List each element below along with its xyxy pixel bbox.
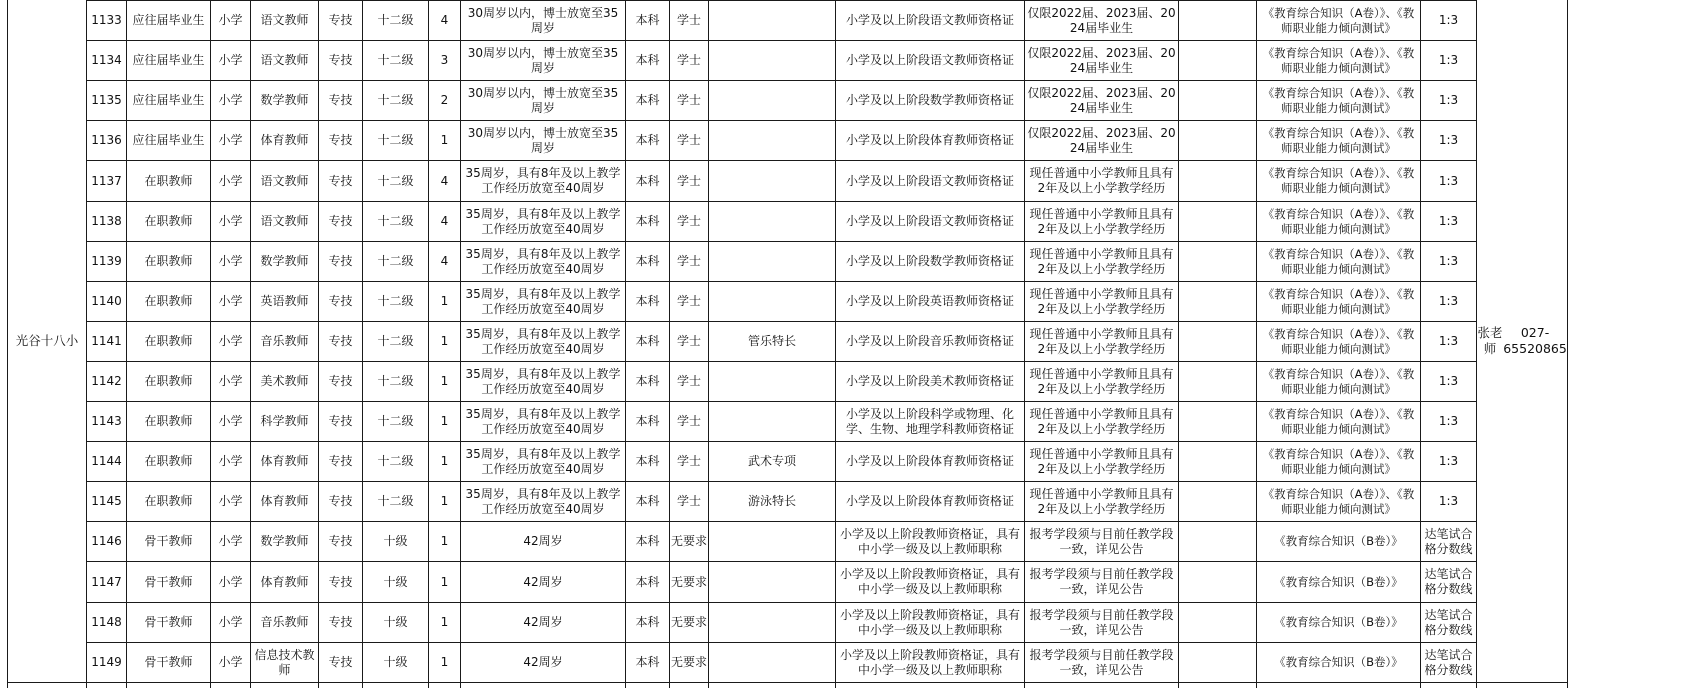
exam-subject-cell: 《教育综合知识（A卷）》、《教师职业能力倾向测试》 (1262, 446, 1415, 476)
specialty-cell: 游泳特长 (747, 494, 796, 508)
job-code-cell: 1144 (91, 454, 122, 468)
hire-count-cell: 4 (440, 214, 449, 228)
interview-ratio-cell: 1:3 (1438, 173, 1459, 188)
job-grade-cell: 十级 (383, 574, 408, 589)
job-grade-cell: 十二级 (377, 494, 414, 508)
job-type-cell: 专技 (328, 214, 353, 228)
category-cell: 应往届毕业生 (132, 93, 205, 107)
other-requirement-cell: 现任普通中小学教师且具有2年及以上小学教学经历 (1029, 286, 1174, 316)
position-cell: 语文教师 (260, 173, 309, 188)
school-level-cell: 小学 (218, 494, 243, 508)
job-grade-cell: 十二级 (377, 414, 414, 428)
category-cell: 骨干教师 (144, 574, 193, 589)
specialty-cell (710, 161, 834, 201)
position-cell: 英语教师 (260, 294, 309, 308)
education-cell: 本科 (635, 574, 660, 589)
grid-line-vertical (126, 0, 127, 688)
interview-ratio-cell: 达笔试合格分数线 (1424, 607, 1473, 637)
education-cell: 本科 (635, 133, 660, 147)
job-code-cell: 1133 (91, 13, 122, 27)
hire-count-cell: 4 (440, 173, 449, 188)
exam-subject-cell: 《教育综合知识（A卷）》、《教师职业能力倾向测试》 (1262, 246, 1415, 276)
position-cell: 语文教师 (260, 214, 309, 228)
age-requirement-cell: 35周岁，具有8年及以上教学工作经历放宽至40周岁 (465, 446, 621, 476)
other-requirement-cell: 现任普通中小学教师且具有2年及以上小学教学经历 (1029, 246, 1174, 276)
grid-line-vertical (1567, 0, 1568, 688)
education-cell: 本科 (635, 334, 660, 348)
certificate-cell: 小学及以上阶段语文教师资格证 (845, 13, 1014, 27)
grid-line-vertical (250, 0, 251, 688)
job-code-cell: 1146 (91, 534, 122, 548)
position-cell: 数学教师 (260, 93, 309, 107)
hire-count-cell: 1 (440, 454, 449, 468)
education-cell: 本科 (635, 294, 660, 308)
certificate-cell: 小学及以上阶段数学教师资格证 (845, 93, 1014, 107)
job-grade-cell: 十二级 (377, 133, 414, 147)
interview-ratio-cell: 达笔试合格分数线 (1424, 567, 1473, 596)
category-cell: 在职教师 (144, 454, 193, 468)
job-grade-cell: 十二级 (377, 173, 414, 188)
degree-cell: 学士 (676, 454, 701, 468)
category-cell: 应往届毕业生 (132, 133, 205, 147)
age-requirement-cell: 35周岁，具有8年及以上教学工作经历放宽至40周岁 (465, 326, 621, 356)
other-requirement-cell: 现任普通中小学教师且具有2年及以上小学教学经历 (1029, 366, 1174, 396)
specialty-cell (710, 362, 834, 401)
job-type-cell: 专技 (328, 93, 353, 107)
education-cell: 本科 (635, 93, 660, 107)
education-cell: 本科 (635, 214, 660, 228)
other-requirement-cell: 仅限2022届、2023届、2024届毕业生 (1027, 5, 1176, 35)
certificate-cell: 小学及以上阶段语文教师资格证 (845, 214, 1014, 228)
job-grade-cell: 十二级 (377, 454, 414, 468)
age-requirement-cell: 35周岁，具有8年及以上教学工作经历放宽至40周岁 (465, 206, 621, 236)
age-requirement-cell: 30周岁以内，博士放宽至35周岁 (467, 45, 619, 75)
job-grade-cell: 十二级 (377, 374, 414, 388)
hire-count-cell: 1 (440, 414, 449, 428)
position-cell: 数学教师 (260, 254, 309, 268)
exam-subject-cell: 《教育综合知识（A卷）》、《教师职业能力倾向测试》 (1262, 406, 1415, 436)
job-code-cell: 1143 (91, 414, 122, 428)
interview-ratio-cell: 1:3 (1438, 93, 1459, 107)
position-cell: 音乐教师 (260, 334, 309, 348)
job-grade-cell: 十二级 (377, 13, 414, 27)
exam-subject-cell: 《教育综合知识（A卷）》、《教师职业能力倾向测试》 (1262, 366, 1415, 396)
degree-cell: 学士 (676, 254, 701, 268)
degree-cell: 无要求 (671, 574, 707, 589)
exam-subject-cell: 《教育综合知识（B卷）》 (1274, 534, 1403, 548)
education-cell: 本科 (635, 655, 660, 669)
job-type-cell: 专技 (328, 13, 353, 27)
other-requirement-cell: 仅限2022届、2023届、2024届毕业生 (1027, 85, 1176, 115)
other-requirement-cell: 现任普通中小学教师且具有2年及以上小学教学经历 (1029, 206, 1174, 236)
interview-ratio-cell: 1:3 (1438, 374, 1459, 388)
other-requirement-cell: 报考学段须与目前任教学段一致，详见公告 (1029, 526, 1174, 556)
interview-ratio-cell: 1:3 (1438, 133, 1459, 147)
degree-cell: 学士 (676, 133, 701, 147)
hire-count-cell: 1 (440, 294, 449, 308)
grid-line-vertical (1178, 0, 1179, 688)
interview-ratio-cell: 1:3 (1438, 414, 1459, 428)
certificate-cell: 小学及以上阶段科学或物理、化学、生物、地理学科教师资格证 (845, 406, 1014, 436)
hire-count-cell: 4 (440, 13, 449, 27)
hire-count-cell: 1 (440, 494, 449, 508)
job-grade-cell: 十级 (383, 534, 408, 548)
certificate-cell: 小学及以上阶段语文教师资格证 (845, 53, 1014, 67)
job-type-cell: 专技 (328, 173, 353, 188)
grid-line-vertical (362, 0, 363, 688)
interview-ratio-cell: 1:3 (1438, 494, 1459, 508)
school-level-cell: 小学 (218, 414, 243, 428)
job-code-cell: 1141 (91, 334, 122, 348)
position-cell: 体育教师 (260, 454, 309, 468)
job-code-cell: 1149 (91, 655, 122, 669)
age-requirement-cell: 30周岁以内，博士放宽至35周岁 (467, 85, 619, 115)
hire-count-cell: 1 (440, 334, 449, 348)
certificate-cell: 小学及以上阶段体育教师资格证 (845, 454, 1014, 468)
job-code-cell: 1139 (91, 254, 122, 268)
specialty-cell (710, 41, 834, 80)
hire-count-cell: 4 (440, 254, 449, 268)
other-requirement-cell: 现任普通中小学教师且具有2年及以上小学教学经历 (1029, 486, 1174, 516)
position-cell: 美术教师 (260, 374, 309, 388)
category-cell: 在职教师 (144, 214, 193, 228)
hire-count-cell: 3 (440, 53, 449, 67)
job-grade-cell: 十二级 (377, 53, 414, 67)
age-requirement-cell: 35周岁，具有8年及以上教学工作经历放宽至40周岁 (465, 406, 621, 436)
degree-cell: 学士 (676, 374, 701, 388)
position-cell: 信息技术教师 (254, 647, 315, 677)
other-requirement-cell: 现任普通中小学教师且具有2年及以上小学教学经历 (1029, 406, 1174, 436)
job-code-cell: 1138 (91, 214, 122, 228)
job-type-cell: 专技 (328, 454, 353, 468)
exam-subject-cell: 《教育综合知识（A卷）》、《教师职业能力倾向测试》 (1262, 85, 1415, 115)
other-requirement-cell: 现任普通中小学教师且具有2年及以上小学教学经历 (1029, 446, 1174, 476)
degree-cell: 学士 (676, 93, 701, 107)
contact-phone: 027-65520865 (1503, 325, 1567, 356)
job-grade-cell: 十二级 (377, 334, 414, 348)
job-type-cell: 专技 (328, 294, 353, 308)
grid-line-vertical (86, 0, 87, 688)
school-level-cell: 小学 (218, 655, 243, 669)
degree-cell: 无要求 (671, 534, 707, 548)
age-requirement-cell: 35周岁，具有8年及以上教学工作经历放宽至40周岁 (465, 366, 621, 396)
exam-subject-cell: 《教育综合知识（A卷）》、《教师职业能力倾向测试》 (1262, 125, 1415, 155)
job-type-cell: 专技 (328, 414, 353, 428)
job-code-cell: 1145 (91, 494, 122, 508)
position-cell: 数学教师 (260, 534, 309, 548)
certificate-cell: 小学及以上阶段英语教师资格证 (845, 294, 1014, 308)
specialty-cell (710, 562, 834, 602)
category-cell: 在职教师 (144, 414, 193, 428)
grid-line-vertical (708, 0, 709, 688)
interview-ratio-cell: 1:3 (1438, 294, 1459, 308)
category-cell: 在职教师 (144, 254, 193, 268)
grid-line-vertical (669, 0, 670, 688)
interview-ratio-cell: 达笔试合格分数线 (1424, 647, 1473, 677)
specialty-cell: 管乐特长 (747, 334, 796, 348)
position-cell: 体育教师 (260, 494, 309, 508)
hire-count-cell: 1 (440, 655, 449, 669)
category-cell: 应往届毕业生 (132, 13, 205, 27)
school-name-cell (8, 0, 86, 682)
contact-cell (1477, 0, 1567, 682)
age-requirement-cell: 30周岁以内，博士放宽至35周岁 (467, 125, 619, 155)
certificate-cell: 小学及以上阶段语文教师资格证 (845, 173, 1014, 188)
school-level-cell: 小学 (218, 574, 243, 589)
grid-line-vertical (460, 0, 461, 688)
degree-cell: 无要求 (671, 615, 707, 629)
category-cell: 应往届毕业生 (132, 53, 205, 67)
degree-cell: 学士 (676, 13, 701, 27)
exam-subject-cell: 《教育综合知识（A卷）》、《教师职业能力倾向测试》 (1262, 166, 1415, 195)
exam-subject-cell: 《教育综合知识（A卷）》、《教师职业能力倾向测试》 (1262, 486, 1415, 516)
position-cell: 体育教师 (260, 574, 309, 589)
hire-count-cell: 1 (440, 534, 449, 548)
certificate-cell: 小学及以上阶段体育教师资格证 (845, 494, 1014, 508)
age-requirement-cell: 35周岁，具有8年及以上教学工作经历放宽至40周岁 (465, 486, 621, 516)
exam-subject-cell: 《教育综合知识（B卷）》 (1274, 615, 1403, 629)
job-type-cell: 专技 (328, 53, 353, 67)
interview-ratio-cell: 1:3 (1438, 334, 1459, 348)
category-cell: 骨干教师 (144, 534, 193, 548)
job-grade-cell: 十级 (383, 615, 408, 629)
job-type-cell: 专技 (328, 534, 353, 548)
exam-subject-cell: 《教育综合知识（A卷）》、《教师职业能力倾向测试》 (1262, 45, 1415, 75)
school-level-cell: 小学 (218, 374, 243, 388)
degree-cell: 无要求 (671, 655, 707, 669)
category-cell: 在职教师 (144, 294, 193, 308)
specialty-cell (710, 1, 834, 40)
age-requirement-cell: 35周岁，具有8年及以上教学工作经历放宽至40周岁 (465, 166, 621, 195)
certificate-cell: 小学及以上阶段音乐教师资格证 (845, 334, 1014, 348)
grid-line-vertical (835, 0, 836, 688)
age-requirement-cell: 42周岁 (523, 534, 563, 548)
school-level-cell: 小学 (218, 534, 243, 548)
category-cell: 在职教师 (144, 334, 193, 348)
education-cell: 本科 (635, 53, 660, 67)
exam-subject-cell: 《教育综合知识（A卷）》、《教师职业能力倾向测试》 (1262, 5, 1415, 35)
certificate-cell: 小学及以上阶段教师资格证，具有中小学一级及以上教师职称 (839, 567, 1020, 596)
job-code-cell: 1136 (91, 133, 122, 147)
grid-line-vertical (428, 0, 429, 688)
education-cell: 本科 (635, 173, 660, 188)
position-cell: 体育教师 (260, 133, 309, 147)
specialty-cell (710, 202, 834, 241)
school-level-cell: 小学 (218, 13, 243, 27)
job-type-cell: 专技 (328, 374, 353, 388)
job-code-cell: 1142 (91, 374, 122, 388)
category-cell: 在职教师 (144, 494, 193, 508)
position-cell: 语文教师 (260, 53, 309, 67)
age-requirement-cell: 42周岁 (523, 615, 563, 629)
certificate-cell: 小学及以上阶段教师资格证，具有中小学一级及以上教师职称 (839, 526, 1020, 556)
education-cell: 本科 (635, 414, 660, 428)
grid-line-vertical (1420, 0, 1421, 688)
interview-ratio-cell: 1:3 (1438, 53, 1459, 67)
age-requirement-cell: 42周岁 (523, 574, 563, 589)
school-level-cell: 小学 (218, 454, 243, 468)
exam-subject-cell: 《教育综合知识（A卷）》、《教师职业能力倾向测试》 (1262, 326, 1415, 356)
job-type-cell: 专技 (328, 574, 353, 589)
certificate-cell: 小学及以上阶段美术教师资格证 (845, 374, 1014, 388)
other-requirement-cell: 报考学段须与目前任教学段一致，详见公告 (1029, 607, 1174, 637)
school-level-cell: 小学 (218, 53, 243, 67)
interview-ratio-cell: 1:3 (1438, 454, 1459, 468)
specialty-cell (710, 81, 834, 120)
grid-line-vertical (318, 0, 319, 688)
school-level-cell: 小学 (218, 214, 243, 228)
position-cell: 音乐教师 (260, 615, 309, 629)
certificate-cell: 小学及以上阶段体育教师资格证 (845, 133, 1014, 147)
job-grade-cell: 十二级 (377, 254, 414, 268)
other-requirement-cell: 现任普通中小学教师且具有2年及以上小学教学经历 (1029, 166, 1174, 195)
specialty-cell (710, 402, 834, 441)
hire-count-cell: 1 (440, 133, 449, 147)
interview-ratio-cell: 1:3 (1438, 214, 1459, 228)
specialty-cell (710, 522, 834, 561)
job-code-cell: 1134 (91, 53, 122, 67)
school-level-cell: 小学 (218, 254, 243, 268)
education-cell: 本科 (635, 374, 660, 388)
exam-subject-cell: 《教育综合知识（A卷）》、《教师职业能力倾向测试》 (1262, 206, 1415, 236)
exam-subject-cell: 《教育综合知识（A卷）》、《教师职业能力倾向测试》 (1262, 286, 1415, 316)
job-type-cell: 专技 (328, 334, 353, 348)
job-code-cell: 1140 (91, 294, 122, 308)
school-level-cell: 小学 (218, 294, 243, 308)
grid-line-vertical (1024, 0, 1025, 688)
specialty-cell (710, 643, 834, 682)
education-cell: 本科 (635, 254, 660, 268)
school-level-cell: 小学 (218, 93, 243, 107)
other-requirement-cell: 报考学段须与目前任教学段一致，详见公告 (1029, 567, 1174, 596)
specialty-cell: 武术专项 (747, 454, 796, 468)
specialty-cell (710, 603, 834, 642)
hire-count-cell: 2 (440, 93, 449, 107)
certificate-cell: 小学及以上阶段教师资格证，具有中小学一级及以上教师职称 (839, 647, 1020, 677)
category-cell: 骨干教师 (144, 655, 193, 669)
certificate-cell: 小学及以上阶段教师资格证，具有中小学一级及以上教师职称 (839, 607, 1020, 637)
specialty-cell (710, 242, 834, 281)
age-requirement-cell: 35周岁，具有8年及以上教学工作经历放宽至40周岁 (465, 246, 621, 276)
job-code-cell: 1148 (91, 615, 122, 629)
school-level-cell: 小学 (218, 615, 243, 629)
interview-ratio-cell: 1:3 (1438, 13, 1459, 27)
exam-subject-cell: 《教育综合知识（B卷）》 (1274, 574, 1403, 589)
grid-line-vertical (1256, 0, 1257, 688)
contact-name: 张老师 (1477, 325, 1503, 356)
age-requirement-cell: 30周岁以内，博士放宽至35周岁 (467, 5, 619, 35)
hire-count-cell: 1 (440, 615, 449, 629)
school-name: 光谷十八小 (15, 333, 79, 348)
job-type-cell: 专技 (328, 133, 353, 147)
category-cell: 骨干教师 (144, 615, 193, 629)
education-cell: 本科 (635, 13, 660, 27)
age-requirement-cell: 35周岁，具有8年及以上教学工作经历放宽至40周岁 (465, 286, 621, 316)
degree-cell: 学士 (676, 494, 701, 508)
hire-count-cell: 1 (440, 374, 449, 388)
job-grade-cell: 十二级 (377, 93, 414, 107)
hire-count-cell: 1 (440, 574, 449, 589)
exam-subject-cell: 《教育综合知识（B卷）》 (1274, 655, 1403, 669)
category-cell: 在职教师 (144, 173, 193, 188)
category-cell: 在职教师 (144, 374, 193, 388)
position-cell: 语文教师 (260, 13, 309, 27)
grid-line-vertical (625, 0, 626, 688)
age-requirement-cell: 42周岁 (523, 655, 563, 669)
position-cell: 科学教师 (260, 414, 309, 428)
job-type-cell: 专技 (328, 615, 353, 629)
education-cell: 本科 (635, 615, 660, 629)
job-code-cell: 1147 (91, 574, 122, 589)
degree-cell: 学士 (676, 294, 701, 308)
degree-cell: 学士 (676, 214, 701, 228)
degree-cell: 学士 (676, 414, 701, 428)
job-type-cell: 专技 (328, 494, 353, 508)
other-requirement-cell: 仅限2022届、2023届、2024届毕业生 (1027, 125, 1176, 155)
degree-cell: 学士 (676, 173, 701, 188)
specialty-cell (710, 282, 834, 321)
education-cell: 本科 (635, 454, 660, 468)
job-grade-cell: 十级 (383, 655, 408, 669)
job-grade-cell: 十二级 (377, 294, 414, 308)
school-level-cell: 小学 (218, 173, 243, 188)
school-level-cell: 小学 (218, 334, 243, 348)
grid-line-vertical (210, 0, 211, 688)
job-code-cell: 1135 (91, 93, 122, 107)
other-requirement-cell: 仅限2022届、2023届、2024届毕业生 (1027, 45, 1176, 75)
specialty-cell (710, 121, 834, 160)
education-cell: 本科 (635, 534, 660, 548)
grid-line-horizontal (7, 682, 1567, 683)
school-level-cell: 小学 (218, 133, 243, 147)
interview-ratio-cell: 1:3 (1438, 254, 1459, 268)
education-cell: 本科 (635, 494, 660, 508)
degree-cell: 学士 (676, 53, 701, 67)
other-requirement-cell: 现任普通中小学教师且具有2年及以上小学教学经历 (1029, 326, 1174, 356)
job-grade-cell: 十二级 (377, 214, 414, 228)
job-code-cell: 1137 (91, 173, 122, 188)
interview-ratio-cell: 达笔试合格分数线 (1424, 526, 1473, 556)
other-requirement-cell: 报考学段须与目前任教学段一致，详见公告 (1029, 647, 1174, 677)
certificate-cell: 小学及以上阶段数学教师资格证 (845, 254, 1014, 268)
job-type-cell: 专技 (328, 655, 353, 669)
degree-cell: 学士 (676, 334, 701, 348)
job-type-cell: 专技 (328, 254, 353, 268)
